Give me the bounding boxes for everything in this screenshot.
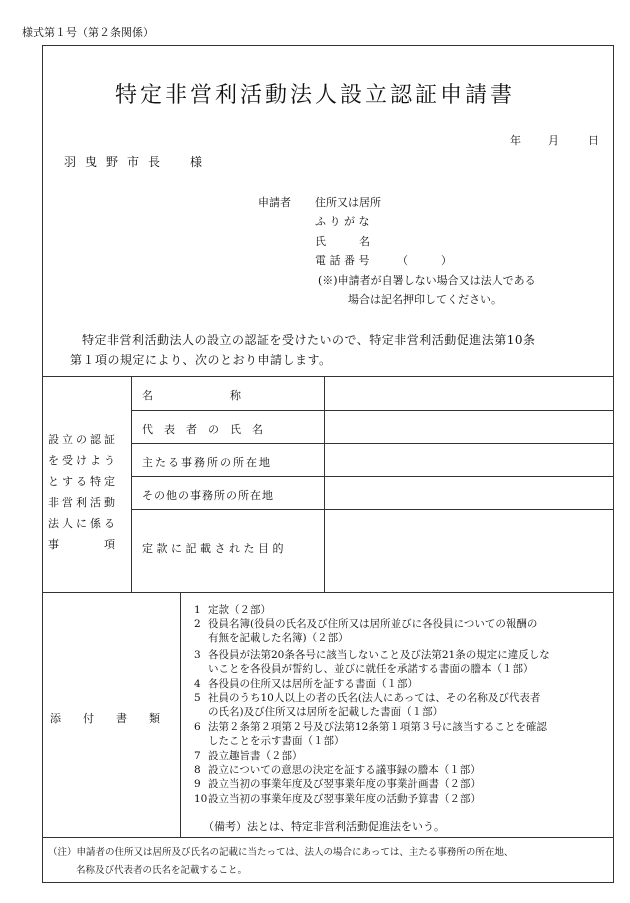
footnote-line-1: （注）申請者の住所又は居所及び氏名の記載に当たっては、法人の場合にあっては、主たる事務所の所在地、 [48, 847, 514, 858]
footnote-line-2: 名称及び代表者の氏名を記載すること。 [76, 865, 248, 876]
section-header-line: を受けよう [48, 454, 118, 467]
attachment-item: 5 社員のうち10人以上の者の氏名(法人にあっては、その名称及び代表者 [194, 692, 541, 704]
other-office-value-cell[interactable] [325, 477, 613, 508]
section-header-line: 設立の認証 [48, 433, 118, 446]
field-label-purpose: 定款に記載された目的 [142, 542, 287, 555]
attachments-divider [180, 592, 181, 837]
attachment-item: いことを各役員が誓約し、並びに就任を承諾する書面の謄本（１部） [208, 663, 534, 675]
document-title: 特定非営利活動法人設立認証申請書 [114, 83, 515, 108]
main-office-value-cell[interactable] [325, 444, 613, 475]
applicant-phone: 電 話 番 号 （ ） [315, 254, 452, 267]
date-day: 日 [588, 134, 599, 147]
applicant-furigana: ふ り が な [315, 215, 370, 228]
section-header-line: 事 項 [48, 538, 118, 551]
attachment-item: したことを示す書面（１部） [208, 735, 345, 747]
section-header-line: 法人に係る [48, 517, 118, 530]
remarks: （備考）法とは、特定非営利活動促進法をいう。 [203, 820, 445, 833]
applicant-label: 申請者 [258, 196, 291, 209]
applicant-note-1: (※)申請者が自署しない場合又は法人である [318, 274, 536, 287]
representative-value-cell[interactable] [325, 411, 613, 442]
applicant-address: 住所又は居所 [315, 196, 381, 209]
form-number: 様式第１号（第２条関係） [22, 26, 154, 39]
attachment-item: 4 各役員の住所又は居所を証する書面（１部） [194, 678, 418, 690]
section-divider [131, 376, 132, 592]
addressee: 羽曳野市長 様 [64, 155, 212, 169]
section-header-line: 非営利活動 [48, 496, 118, 509]
name-value-cell[interactable] [325, 377, 613, 409]
attachment-item: 9 設立当初の事業年度及び翌事業年度の事業計画書（２部） [194, 778, 481, 790]
attachment-item: 3 各役員が法第20条各号に該当しないこと及び法第21条の規定に違反しな [194, 649, 550, 661]
field-label-other-office: その他の事務所の所在地 [142, 489, 274, 502]
purpose-value-cell[interactable] [325, 510, 613, 591]
attachments-label: 添 付 書 類 [50, 712, 160, 725]
date-year: 年 [510, 134, 521, 147]
field-label-representative: 代 表 者 の 氏 名 [142, 423, 263, 436]
footnote-border [42, 837, 614, 838]
attachment-item: 8 設立についての意思の決定を証する議事録の謄本（１部） [194, 764, 481, 776]
section-header-line: とする特定 [48, 475, 118, 488]
attachment-item: 2 役員名簿(役員の氏名及び住所又は居所並びに各役員についての報酬の [194, 618, 538, 630]
attachment-item: の氏名)及び住所又は居所を記載した書面（１部） [208, 706, 444, 718]
attachment-item: 7 設立趣旨書（２部） [194, 750, 303, 762]
field-label-name: 名 称 [142, 389, 241, 402]
attachment-item: 1 定款（２部） [194, 604, 271, 616]
intro-line-2: 第１項の規定により、次のとおり申請します。 [70, 353, 332, 367]
section-border [42, 592, 614, 593]
attachment-item: 有無を記載した名簿)（２部） [208, 632, 349, 644]
intro-line-1: 特定非営利活動法人の設立の認証を受けたいので、特定非営利活動促進法第10条 [82, 333, 536, 347]
field-label-main-office: 主たる事務所の所在地 [142, 456, 272, 469]
applicant-name: 氏 名 [315, 235, 370, 248]
applicant-note-2: 場合は記名押印してください。 [348, 293, 502, 306]
attachment-item: 10設立当初の事業年度及び翌事業年度の活動予算書（２部） [194, 793, 481, 805]
attachment-item: 6 法第２条第２項第２号及び法第12条第１項第３号に該当することを確認 [194, 721, 547, 733]
date-month: 月 [548, 134, 559, 147]
